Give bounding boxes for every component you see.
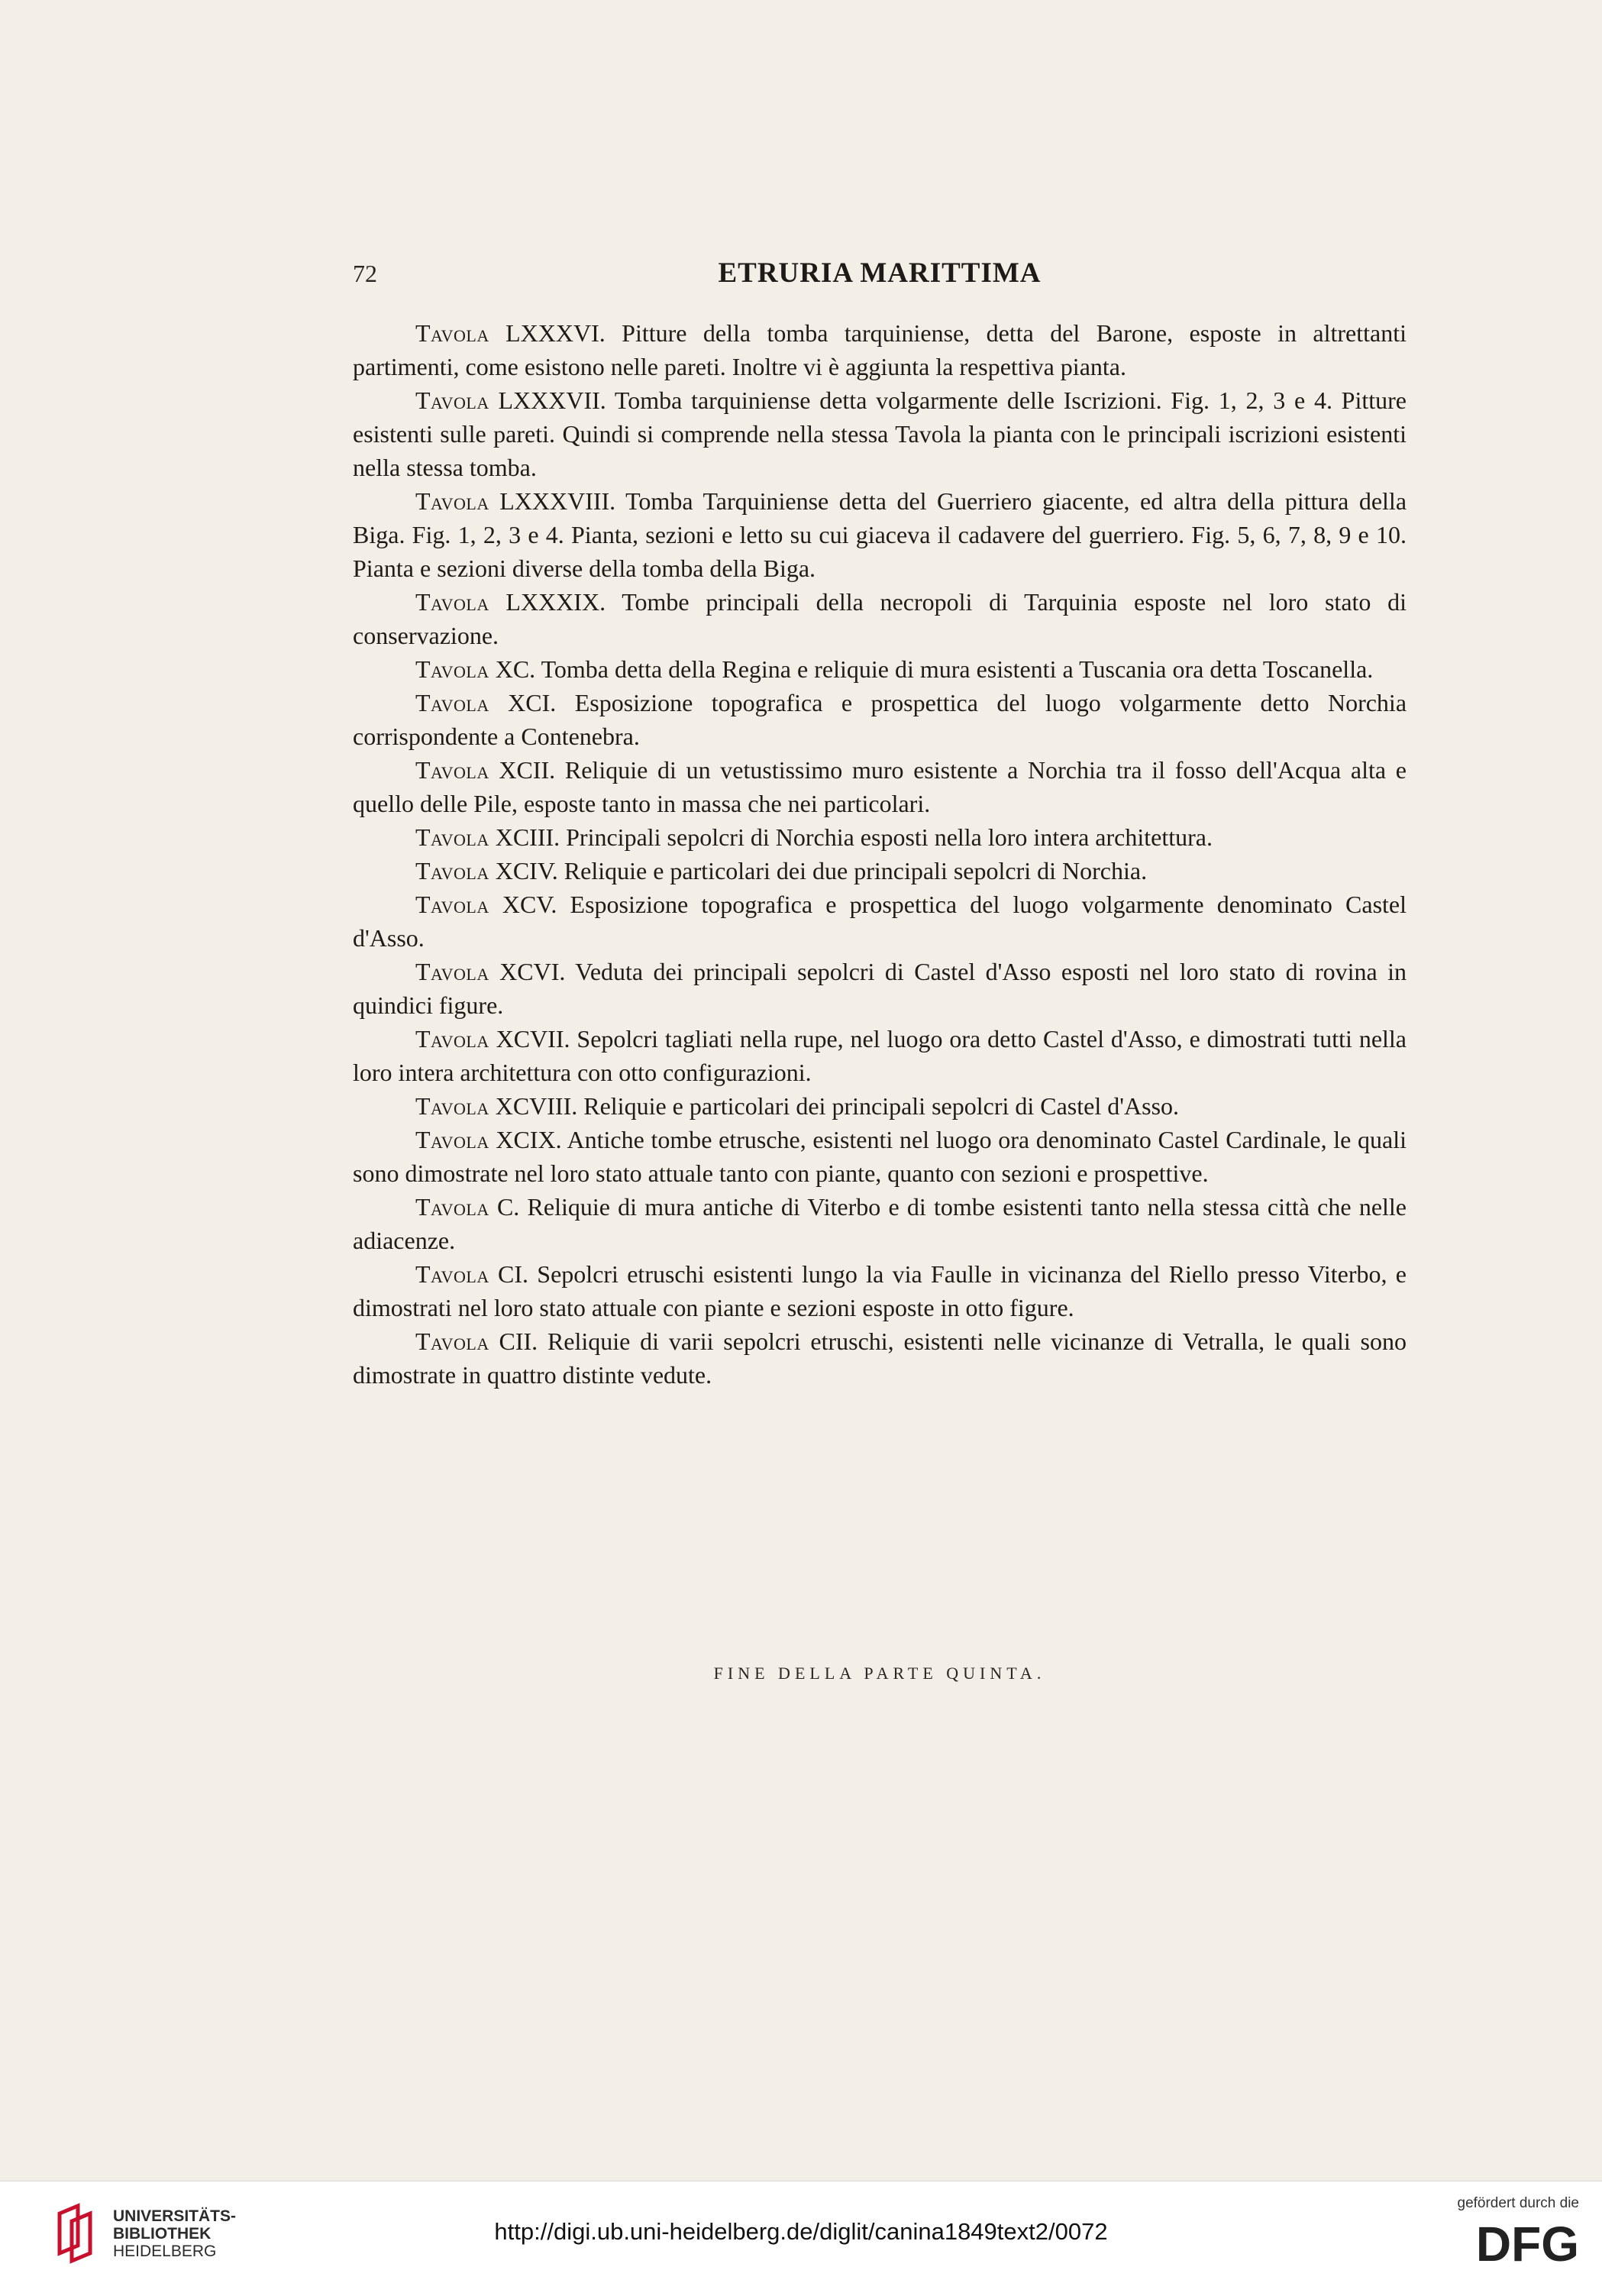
plate-description: Pitture della tomba tarquiniense, detta del Barone, esposte in altrettanti partimenti, come esistono nelle pareti. Inoltre vi è aggiunta la respettiva pianta.	[353, 319, 1407, 380]
plate-entry	[353, 383, 1407, 484]
plate-label: Tavola	[415, 588, 489, 616]
plate-entry	[353, 854, 1407, 888]
plate-numeral: LXXXVIII.	[499, 487, 616, 515]
plate-label: Tavola	[415, 1025, 489, 1053]
plate-label: Tavola	[415, 1092, 489, 1120]
plate-label: Tavola	[415, 1327, 489, 1355]
plate-entry	[353, 1190, 1407, 1257]
plate-label: Tavola	[415, 1126, 489, 1153]
plate-description: Antiche tombe etrusche, esistenti nel luogo ora denominato Castel Cardinale, le quali sono dimostrate nel loro stato attuale tanto con piante, quanto con sezioni e prospettive.	[353, 1126, 1407, 1187]
plate-numeral: LXXXVII.	[498, 386, 606, 414]
plate-numeral: XCVIII.	[495, 1092, 578, 1120]
plate-description: Tomba detta della Regina e reliquie di mura esistenti a Tuscania ora detta Toscanella.	[541, 655, 1374, 683]
plate-label: Tavola	[415, 655, 489, 683]
plate-description: Tomba tarquiniense detta volgarmente delle Iscrizioni. Fig. 1, 2, 3 e 4. Pitture esistenti sulle pareti. Quindi si comprende nella stessa Tavola la pianta con le principali iscrizioni esistenti nella stessa tomba.	[353, 386, 1407, 481]
plate-description: Sepolcri tagliati nella rupe, nel luogo ora detto Castel d'Asso, e dimostrati tutti nella loro intera architettura con otto configurazioni.	[353, 1025, 1407, 1086]
plate-entry	[353, 316, 1407, 383]
plate-entry	[353, 888, 1407, 955]
plate-numeral: XCII.	[499, 756, 556, 784]
plate-numeral: XC.	[495, 655, 536, 683]
plate-description: Reliquie e particolari dei principali sepolcri di Castel d'Asso.	[583, 1092, 1180, 1120]
plate-entry	[353, 652, 1407, 686]
plate-description: Reliquie di mura antiche di Viterbo e di tombe esistenti tanto nella stessa città che nelle adiacenze.	[353, 1193, 1407, 1254]
plate-list	[353, 316, 1407, 1392]
plate-label: Tavola	[415, 319, 489, 347]
plate-entry	[353, 1324, 1407, 1392]
plate-entry	[353, 1022, 1407, 1089]
plate-label: Tavola	[415, 823, 489, 851]
plate-description: Esposizione topografica e prospettica del luogo volgarmente detto Norchia corrispondente a Contenebra.	[353, 689, 1407, 750]
plate-description: Veduta dei principali sepolcri di Castel d'Asso esposti nel loro stato di rovina in quindici figure.	[353, 958, 1407, 1019]
plate-numeral: CII.	[499, 1327, 538, 1355]
plate-description: Tomba Tarquiniense detta del Guerriero giacente, ed altra della pittura della Biga. Fig. 1, 2, 3 e 4. Pianta, sezioni e letto su cui giaceva il cadavere del guerriero. Fig. 5, 6, 7, 8, 9 e 10. Pianta e sezioni diverse della tomba della Biga.	[353, 487, 1407, 582]
plate-entry	[353, 753, 1407, 820]
plate-entry	[353, 820, 1407, 854]
plate-numeral: LXXXVI.	[505, 319, 606, 347]
plate-numeral: XCV.	[502, 891, 557, 918]
plate-numeral: CI.	[498, 1260, 528, 1288]
plate-entry	[353, 484, 1407, 585]
page-number: 72	[353, 260, 377, 287]
plate-description: Reliquie di varii sepolcri etruschi, esistenti nelle vicinanze di Vetralla, le quali sono dimostrate in quattro distinte vedute.	[353, 1327, 1407, 1389]
plate-numeral: XCVI.	[499, 958, 566, 985]
plate-entry	[353, 955, 1407, 1022]
closing-line: FINE DELLA PARTE QUINTA.	[713, 1664, 1046, 1683]
plate-numeral: XCIX.	[496, 1126, 562, 1153]
plate-numeral: LXXXIX.	[505, 588, 606, 616]
plate-label: Tavola	[415, 857, 489, 884]
plate-numeral: C.	[496, 1193, 520, 1221]
plate-numeral: XCVII.	[496, 1025, 570, 1053]
funder-block	[1411, 2195, 1579, 2267]
plate-numeral: XCI.	[508, 689, 557, 716]
plate-label: Tavola	[415, 1260, 489, 1288]
funder-note: gefördert durch die	[1457, 2195, 1579, 2211]
plate-label: Tavola	[415, 756, 489, 784]
plate-label: Tavola	[415, 487, 489, 515]
plate-entry	[353, 686, 1407, 753]
plate-entry	[353, 585, 1407, 652]
viewer-footer	[0, 2181, 1602, 2296]
plate-numeral: XCIV.	[495, 857, 558, 884]
library-name-line-1: UNIVERSITÄTS-	[113, 2207, 237, 2225]
plate-entry	[353, 1123, 1407, 1190]
dfg-logo-text: DFG	[1475, 2218, 1579, 2267]
page-url-link[interactable]: http://digi.ub.uni-heidelberg.de/diglit/canina1849text2/0072	[494, 2218, 1108, 2245]
plate-description: Reliquie e particolari dei due principali sepolcri di Norchia.	[564, 857, 1148, 884]
plate-label: Tavola	[415, 958, 489, 985]
plate-label: Tavola	[415, 1193, 489, 1221]
plate-label: Tavola	[415, 891, 489, 918]
plate-description: Principali sepolcri di Norchia esposti nella loro intera architettura.	[566, 823, 1213, 851]
plate-description: Sepolcri etruschi esistenti lungo la via Faulle in vicinanza del Riello presso Viterbo, e dimostrati nel loro stato attuale con piante e sezioni esposte in otto figure.	[353, 1260, 1407, 1321]
running-title: ETRURIA MARITTIMA	[718, 257, 1042, 289]
plate-numeral: XCIII.	[495, 823, 560, 851]
plate-description: Esposizione topografica e prospettica del luogo volgarmente denominato Castel d'Asso.	[353, 891, 1407, 952]
plate-entry	[353, 1089, 1407, 1123]
page-header	[353, 257, 1407, 295]
plate-label: Tavola	[415, 386, 489, 414]
library-name-line-2: BIBLIOTHEK	[113, 2225, 212, 2243]
plate-label: Tavola	[415, 689, 489, 716]
dfg-logo-icon	[1426, 2218, 1579, 2267]
plate-description: Reliquie di un vetustissimo muro esistente a Norchia tra il fosso dell'Acqua alta e quello delle Pile, esposte tanto in massa che nei particolari.	[353, 756, 1407, 817]
plate-description: Tombe principali della necropoli di Tarquinia esposte nel loro stato di conservazione.	[353, 588, 1407, 649]
plate-entry	[353, 1257, 1407, 1324]
library-name-line-3: HEIDELBERG	[113, 2243, 217, 2260]
